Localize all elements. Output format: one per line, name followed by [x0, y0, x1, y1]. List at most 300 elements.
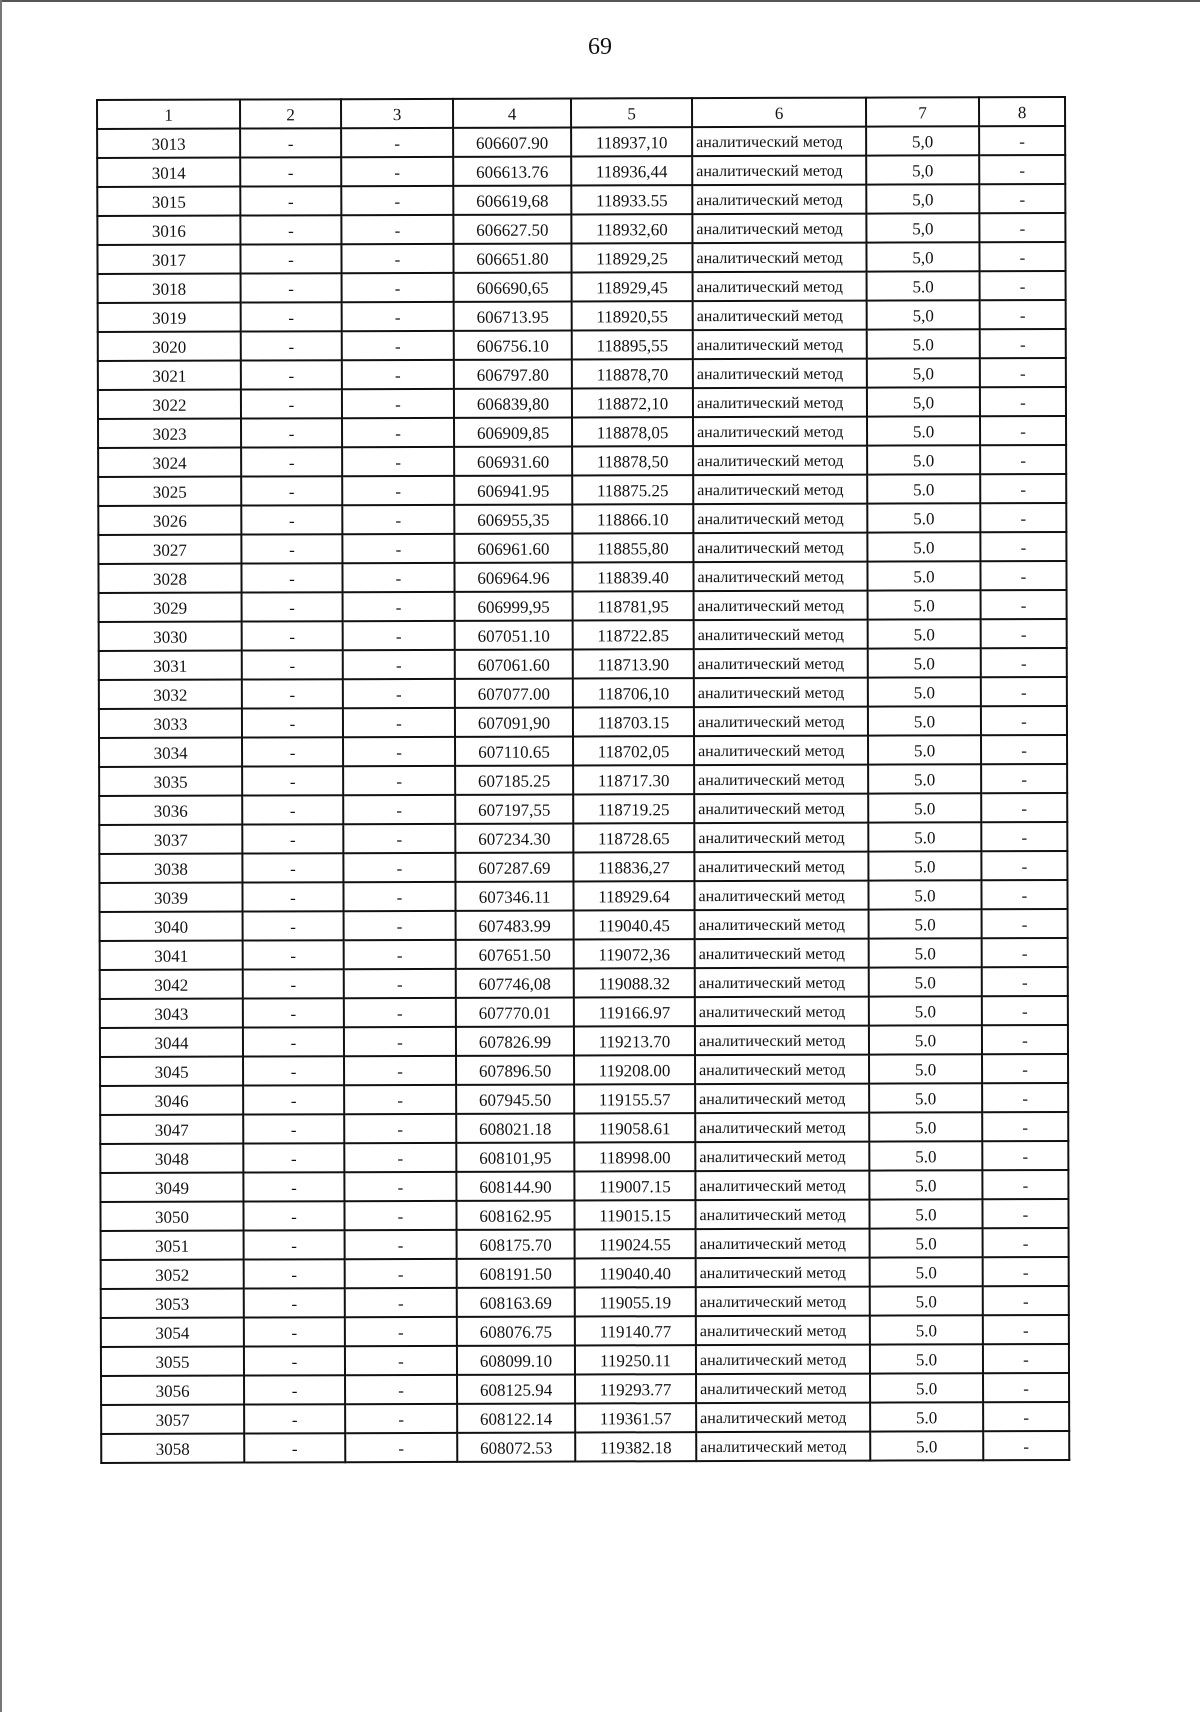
col2-cell: -: [244, 1346, 345, 1375]
accuracy-cell: 5.0: [870, 1373, 983, 1402]
point-number-cell: 3015: [97, 187, 240, 216]
table-row: [100, 967, 1068, 999]
table-row: [98, 300, 1066, 332]
y-coordinate-cell: 119250.11: [575, 1345, 696, 1374]
x-coordinate-cell: 606955,35: [454, 505, 572, 534]
method-cell: аналитический метод: [695, 1055, 869, 1085]
accuracy-cell: 5,0: [866, 242, 979, 271]
method-cell: аналитический метод: [695, 1142, 869, 1172]
col8-cell: -: [983, 1373, 1069, 1402]
col3-cell: -: [341, 128, 453, 157]
method-cell: аналитический метод: [696, 1432, 870, 1462]
col8-cell: -: [983, 1257, 1069, 1286]
y-coordinate-cell: 118703.15: [573, 707, 694, 736]
col2-cell: -: [244, 1375, 345, 1404]
col2-cell: -: [243, 1027, 344, 1056]
col3-cell: -: [343, 621, 455, 650]
col2-cell: -: [240, 215, 341, 244]
table-row: [99, 822, 1067, 854]
col3-cell: -: [341, 186, 453, 215]
table-row: [97, 155, 1065, 187]
y-coordinate-cell: 118702,05: [573, 736, 694, 765]
point-number-cell: 3047: [100, 1115, 243, 1144]
col8-cell: -: [983, 1431, 1069, 1460]
col3-cell: -: [344, 1143, 456, 1172]
y-coordinate-cell: 119140.77: [575, 1316, 696, 1345]
col3-cell: -: [345, 1317, 457, 1346]
accuracy-cell: 5.0: [868, 590, 981, 619]
y-coordinate-cell: 119024.55: [575, 1229, 696, 1258]
table-row: [99, 648, 1067, 680]
col2-cell: -: [243, 1085, 344, 1114]
point-number-cell: 3043: [100, 999, 243, 1028]
accuracy-cell: 5.0: [869, 909, 982, 938]
accuracy-cell: 5.0: [868, 677, 981, 706]
col3-cell: -: [342, 360, 454, 389]
col3-cell: -: [344, 1114, 456, 1143]
method-cell: аналитический метод: [694, 620, 868, 650]
col3-cell: -: [345, 1288, 457, 1317]
point-number-cell: 3019: [98, 303, 241, 332]
col8-cell: -: [980, 300, 1066, 329]
y-coordinate-cell: 118855,80: [572, 533, 693, 562]
accuracy-cell: 5.0: [868, 822, 981, 851]
y-coordinate-cell: 118895,55: [572, 330, 693, 359]
col3-cell: -: [342, 273, 454, 302]
method-cell: аналитический метод: [694, 736, 868, 766]
x-coordinate-cell: 607051.10: [455, 621, 573, 650]
col3-cell: -: [343, 708, 455, 737]
point-number-cell: 3051: [101, 1231, 244, 1260]
x-coordinate-cell: 608101,95: [456, 1143, 574, 1172]
method-cell: аналитический метод: [695, 997, 869, 1027]
table-row: [97, 184, 1065, 216]
col3-cell: -: [342, 389, 454, 418]
x-coordinate-cell: 607185.25: [455, 766, 573, 795]
accuracy-cell: 5.0: [870, 1286, 983, 1315]
x-coordinate-cell: 607091,90: [455, 708, 573, 737]
y-coordinate-cell: 118781,95: [573, 591, 694, 620]
point-number-cell: 3033: [99, 709, 242, 738]
col3-cell: -: [343, 737, 455, 766]
table-row: [100, 996, 1068, 1028]
col8-cell: -: [982, 1112, 1068, 1141]
accuracy-cell: 5,0: [866, 184, 979, 213]
col8-cell: -: [983, 1402, 1069, 1431]
method-cell: аналитический метод: [693, 417, 867, 447]
point-number-cell: 3037: [99, 825, 242, 854]
table-row: [100, 1199, 1068, 1231]
point-number-cell: 3026: [98, 506, 241, 535]
point-number-cell: 3055: [101, 1347, 244, 1376]
y-coordinate-cell: 118878,50: [572, 446, 693, 475]
col2-cell: -: [243, 1172, 344, 1201]
method-cell: аналитический метод: [694, 794, 868, 824]
table-row: [98, 474, 1066, 506]
x-coordinate-cell: 608125.94: [457, 1375, 575, 1404]
x-coordinate-cell: 608175.70: [457, 1230, 575, 1259]
point-number-cell: 3014: [97, 158, 240, 187]
table-row: [101, 1315, 1069, 1347]
col8-cell: -: [980, 503, 1066, 532]
point-number-cell: 3038: [99, 854, 242, 883]
coordinates-table: [96, 96, 1070, 1464]
col3-cell: -: [344, 940, 456, 969]
method-cell: аналитический метод: [695, 939, 869, 969]
table-row: [101, 1286, 1069, 1318]
col2-cell: -: [241, 447, 342, 476]
col3-cell: -: [342, 505, 454, 534]
column-header: 7: [866, 97, 979, 126]
x-coordinate-cell: 606613.76: [453, 157, 571, 186]
table-row: [101, 1373, 1069, 1405]
method-cell: аналитический метод: [693, 330, 867, 360]
col2-cell: -: [241, 273, 342, 302]
x-coordinate-cell: 606931.60: [454, 447, 572, 476]
table-row: [98, 329, 1066, 361]
accuracy-cell: 5.0: [868, 764, 981, 793]
accuracy-cell: 5.0: [867, 445, 980, 474]
accuracy-cell: 5.0: [870, 1402, 983, 1431]
method-cell: аналитический метод: [694, 765, 868, 795]
method-cell: аналитический метод: [692, 243, 866, 273]
col8-cell: -: [980, 387, 1066, 416]
table-row: [98, 271, 1066, 303]
col8-cell: -: [982, 996, 1068, 1025]
accuracy-cell: 5.0: [869, 1112, 982, 1141]
y-coordinate-cell: 118872,10: [572, 388, 693, 417]
method-cell: аналитический метод: [694, 591, 868, 621]
col2-cell: -: [240, 186, 341, 215]
accuracy-cell: 5.0: [869, 1170, 982, 1199]
x-coordinate-cell: 607770.01: [456, 998, 574, 1027]
method-cell: аналитический метод: [696, 1287, 870, 1317]
col2-cell: -: [244, 1288, 345, 1317]
accuracy-cell: 5,0: [866, 155, 979, 184]
method-cell: аналитический метод: [692, 185, 866, 215]
y-coordinate-cell: 118717.30: [573, 765, 694, 794]
col3-cell: -: [341, 157, 453, 186]
x-coordinate-cell: 606651.80: [453, 244, 571, 273]
x-coordinate-cell: 606713.95: [454, 302, 572, 331]
col2-cell: -: [240, 157, 341, 186]
x-coordinate-cell: 608076.75: [457, 1317, 575, 1346]
col8-cell: -: [980, 271, 1066, 300]
col3-cell: -: [345, 1433, 457, 1462]
col3-cell: -: [343, 795, 455, 824]
y-coordinate-cell: 119166.97: [574, 997, 695, 1026]
col8-cell: -: [980, 474, 1066, 503]
method-cell: аналитический метод: [692, 156, 866, 186]
accuracy-cell: 5,0: [866, 213, 979, 242]
col2-cell: -: [241, 476, 342, 505]
point-number-cell: 3024: [98, 448, 241, 477]
x-coordinate-cell: 607826.99: [456, 1027, 574, 1056]
x-coordinate-cell: 606839,80: [454, 389, 572, 418]
y-coordinate-cell: 118713.90: [573, 649, 694, 678]
col3-cell: -: [342, 302, 454, 331]
point-number-cell: 3048: [100, 1144, 243, 1173]
table-body: [97, 126, 1069, 1463]
table-row: [100, 1112, 1068, 1144]
point-number-cell: 3027: [98, 535, 241, 564]
x-coordinate-cell: 606999,95: [455, 592, 573, 621]
col8-cell: -: [979, 155, 1065, 184]
col3-cell: -: [344, 969, 456, 998]
accuracy-cell: 5.0: [868, 648, 981, 677]
col2-cell: -: [243, 1114, 344, 1143]
col8-cell: -: [981, 677, 1067, 706]
col3-cell: -: [345, 1404, 457, 1433]
method-cell: аналитический метод: [696, 1403, 870, 1433]
y-coordinate-cell: 118866.10: [572, 504, 693, 533]
point-number-cell: 3031: [99, 651, 242, 680]
col8-cell: -: [980, 329, 1066, 358]
y-coordinate-cell: 119293.77: [575, 1374, 696, 1403]
col3-cell: -: [342, 447, 454, 476]
col2-cell: -: [241, 505, 342, 534]
y-coordinate-cell: 118722.85: [573, 620, 694, 649]
accuracy-cell: 5.0: [869, 1141, 982, 1170]
x-coordinate-cell: 607483.99: [456, 911, 574, 940]
method-cell: аналитический метод: [693, 533, 867, 563]
point-number-cell: 3058: [101, 1434, 244, 1463]
x-coordinate-cell: 608163.69: [457, 1288, 575, 1317]
point-number-cell: 3042: [100, 970, 243, 999]
col2-cell: -: [242, 679, 343, 708]
table-row: [98, 358, 1066, 390]
col8-cell: -: [983, 1344, 1069, 1373]
col3-cell: -: [344, 998, 456, 1027]
col3-cell: -: [343, 853, 455, 882]
x-coordinate-cell: 608021.18: [456, 1114, 574, 1143]
x-coordinate-cell: 608099.10: [457, 1346, 575, 1375]
col3-cell: -: [341, 215, 453, 244]
method-cell: аналитический метод: [695, 1084, 869, 1114]
col3-cell: -: [344, 1027, 456, 1056]
point-number-cell: 3034: [99, 738, 242, 767]
y-coordinate-cell: 118929.64: [573, 881, 694, 910]
column-header: 6: [692, 98, 866, 128]
y-coordinate-cell: 119088.32: [574, 968, 695, 997]
accuracy-cell: 5.0: [867, 329, 980, 358]
table-row: [99, 735, 1067, 767]
table-row: [97, 242, 1065, 274]
left-scan-border: [0, 0, 2, 1712]
point-number-cell: 3023: [98, 419, 241, 448]
col2-cell: -: [242, 853, 343, 882]
y-coordinate-cell: 119040.45: [574, 910, 695, 939]
method-cell: аналитический метод: [694, 707, 868, 737]
col2-cell: -: [240, 128, 341, 157]
column-header: 2: [240, 99, 341, 128]
accuracy-cell: 5.0: [869, 967, 982, 996]
y-coordinate-cell: 119361.57: [575, 1403, 696, 1432]
method-cell: аналитический метод: [696, 1258, 870, 1288]
table-row: [101, 1228, 1069, 1260]
table-row: [100, 909, 1068, 941]
col3-cell: -: [343, 592, 455, 621]
x-coordinate-cell: 606690,65: [454, 273, 572, 302]
col2-cell: -: [243, 1056, 344, 1085]
point-number-cell: 3049: [100, 1173, 243, 1202]
table-row: [99, 764, 1067, 796]
col3-cell: -: [343, 766, 455, 795]
table-row: [98, 532, 1066, 564]
method-cell: аналитический метод: [693, 272, 867, 302]
x-coordinate-cell: 606607.90: [453, 128, 571, 157]
col2-cell: -: [243, 998, 344, 1027]
method-cell: аналитический метод: [693, 446, 867, 476]
point-number-cell: 3017: [97, 245, 240, 274]
point-number-cell: 3030: [99, 622, 242, 651]
col8-cell: -: [982, 1199, 1068, 1228]
method-cell: аналитический метод: [695, 968, 869, 998]
page-number: 69: [588, 34, 612, 60]
col8-cell: -: [981, 648, 1067, 677]
col2-cell: -: [242, 882, 343, 911]
accuracy-cell: 5.0: [868, 880, 981, 909]
point-number-cell: 3029: [99, 593, 242, 622]
method-cell: аналитический метод: [693, 388, 867, 418]
col2-cell: -: [242, 737, 343, 766]
col8-cell: -: [982, 938, 1068, 967]
y-coordinate-cell: 119382.18: [575, 1432, 696, 1461]
point-number-cell: 3016: [97, 216, 240, 245]
table-row: [99, 619, 1067, 651]
table-row: [97, 213, 1065, 245]
point-number-cell: 3018: [98, 274, 241, 303]
y-coordinate-cell: 119015.15: [574, 1200, 695, 1229]
col8-cell: -: [981, 851, 1067, 880]
col3-cell: -: [344, 1172, 456, 1201]
col2-cell: -: [241, 418, 342, 447]
column-header: 4: [453, 99, 571, 128]
col3-cell: -: [342, 418, 454, 447]
col2-cell: -: [242, 824, 343, 853]
col2-cell: -: [243, 1143, 344, 1172]
table-row: [101, 1402, 1069, 1434]
x-coordinate-cell: 606756.10: [454, 331, 572, 360]
method-cell: аналитический метод: [695, 1200, 869, 1230]
accuracy-cell: 5.0: [869, 938, 982, 967]
point-number-cell: 3022: [98, 390, 241, 419]
col8-cell: -: [983, 1228, 1069, 1257]
point-number-cell: 3035: [99, 767, 242, 796]
y-coordinate-cell: 118878,70: [572, 359, 693, 388]
col3-cell: -: [342, 534, 454, 563]
accuracy-cell: 5.0: [870, 1315, 983, 1344]
col2-cell: -: [243, 1201, 344, 1230]
y-coordinate-cell: 118839.40: [572, 562, 693, 591]
table-row: [99, 880, 1067, 912]
accuracy-cell: 5.0: [869, 1054, 982, 1083]
y-coordinate-cell: 118936,44: [571, 156, 692, 185]
col8-cell: -: [980, 445, 1066, 474]
method-cell: аналитический метод: [695, 910, 869, 940]
x-coordinate-cell: 607061.60: [455, 650, 573, 679]
y-coordinate-cell: 118929,25: [571, 243, 692, 272]
col2-cell: -: [241, 331, 342, 360]
method-cell: аналитический метод: [692, 127, 866, 157]
method-cell: аналитический метод: [694, 881, 868, 911]
accuracy-cell: 5.0: [870, 1257, 983, 1286]
table-row: [100, 1025, 1068, 1057]
point-number-cell: 3054: [101, 1318, 244, 1347]
col8-cell: -: [981, 793, 1067, 822]
accuracy-cell: 5.0: [869, 996, 982, 1025]
method-cell: аналитический метод: [693, 475, 867, 505]
x-coordinate-cell: 607197,55: [455, 795, 573, 824]
method-cell: аналитический метод: [696, 1345, 870, 1375]
col3-cell: -: [344, 1201, 456, 1230]
col8-cell: -: [981, 735, 1067, 764]
point-number-cell: 3040: [100, 912, 243, 941]
method-cell: аналитический метод: [694, 823, 868, 853]
col8-cell: -: [979, 126, 1065, 155]
table-row: [101, 1257, 1069, 1289]
col3-cell: -: [343, 824, 455, 853]
x-coordinate-cell: 606627.50: [453, 215, 571, 244]
accuracy-cell: 5.0: [870, 1228, 983, 1257]
col2-cell: -: [241, 563, 342, 592]
col3-cell: -: [343, 650, 455, 679]
point-number-cell: 3050: [100, 1202, 243, 1231]
table-row: [98, 503, 1066, 535]
accuracy-cell: 5,0: [867, 358, 980, 387]
point-number-cell: 3056: [101, 1376, 244, 1405]
col3-cell: -: [345, 1375, 457, 1404]
col3-cell: -: [344, 1085, 456, 1114]
x-coordinate-cell: 608191.50: [457, 1259, 575, 1288]
col8-cell: -: [980, 358, 1066, 387]
col8-cell: -: [982, 909, 1068, 938]
col2-cell: -: [242, 708, 343, 737]
point-number-cell: 3039: [99, 883, 242, 912]
x-coordinate-cell: 606941.95: [454, 476, 572, 505]
table-row: [98, 445, 1066, 477]
point-number-cell: 3057: [101, 1405, 244, 1434]
point-number-cell: 3041: [100, 941, 243, 970]
method-cell: аналитический метод: [695, 1113, 869, 1143]
col8-cell: -: [981, 822, 1067, 851]
top-scan-border: [0, 0, 1200, 2]
col8-cell: -: [982, 1025, 1068, 1054]
x-coordinate-cell: 607746,08: [456, 969, 574, 998]
method-cell: аналитический метод: [694, 852, 868, 882]
x-coordinate-cell: 607110.65: [455, 737, 573, 766]
table-header-row: [97, 97, 1065, 129]
col8-cell: -: [983, 1315, 1069, 1344]
x-coordinate-cell: 606797.80: [454, 360, 572, 389]
method-cell: аналитический метод: [696, 1229, 870, 1259]
table-row: [97, 126, 1065, 158]
accuracy-cell: 5.0: [869, 1083, 982, 1112]
y-coordinate-cell: 118875.25: [572, 475, 693, 504]
x-coordinate-cell: 607234.30: [455, 824, 573, 853]
point-number-cell: 3053: [101, 1289, 244, 1318]
accuracy-cell: 5.0: [867, 532, 980, 561]
x-coordinate-cell: 608072.53: [457, 1433, 575, 1462]
col8-cell: -: [979, 242, 1065, 271]
y-coordinate-cell: 119208.00: [574, 1055, 695, 1084]
col2-cell: -: [240, 244, 341, 273]
y-coordinate-cell: 118920,55: [572, 301, 693, 330]
method-cell: аналитический метод: [693, 504, 867, 534]
y-coordinate-cell: 119007.15: [574, 1171, 695, 1200]
y-coordinate-cell: 118728.65: [573, 823, 694, 852]
col2-cell: -: [243, 911, 344, 940]
